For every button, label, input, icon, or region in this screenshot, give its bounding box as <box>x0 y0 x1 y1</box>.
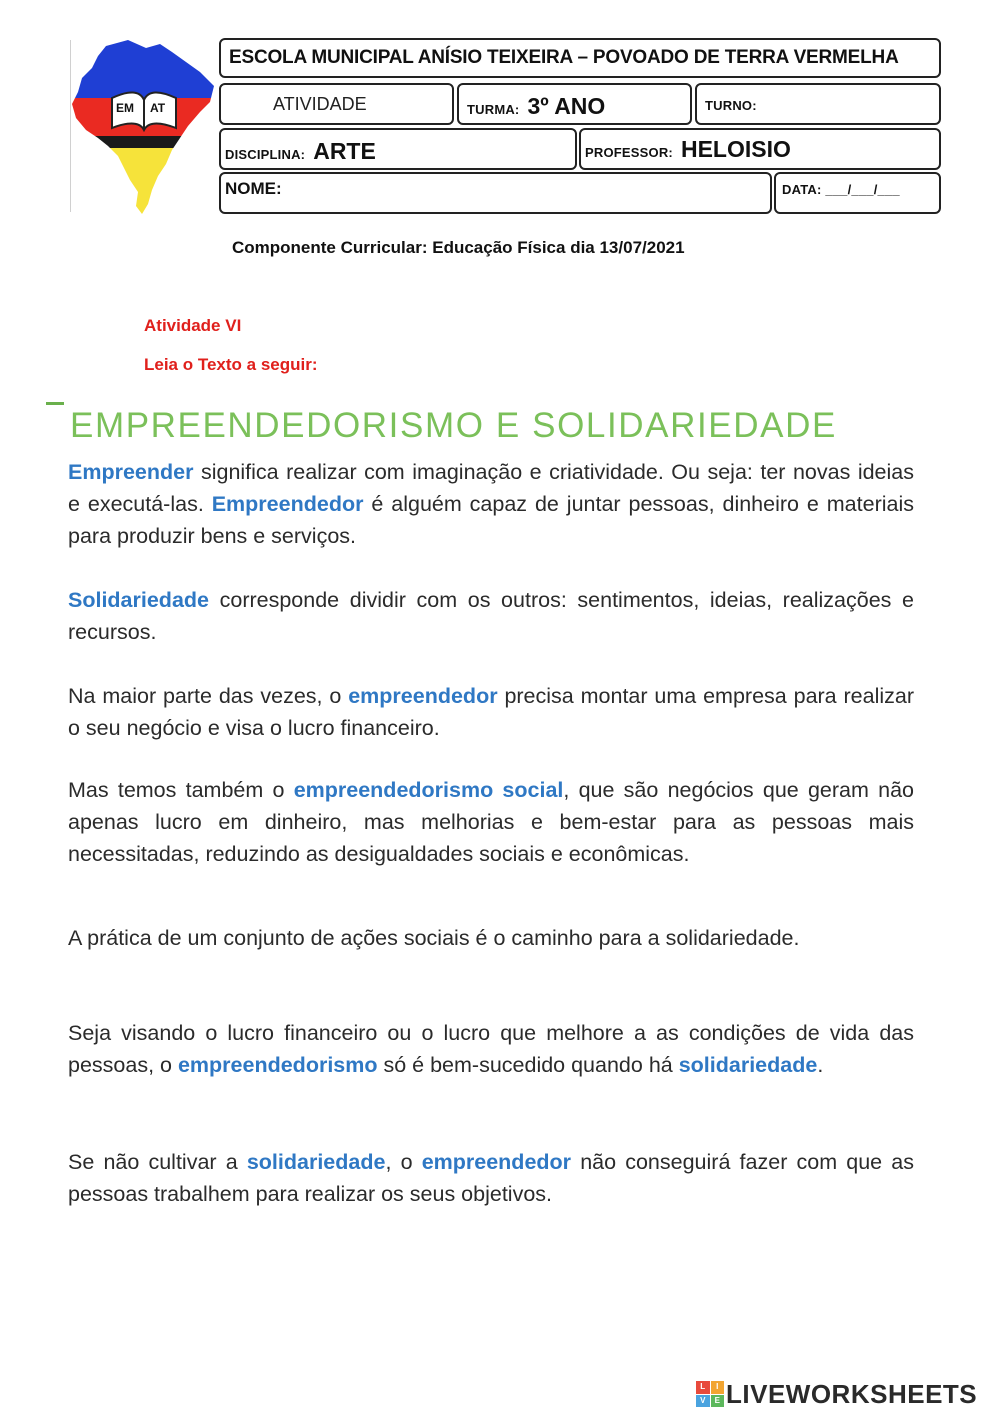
paragraph-text: Se não cultivar a <box>68 1150 247 1174</box>
paragraph-text: significa realizar com imaginação e criatividade. Ou seja: ter novas ideias e executá-las. <box>68 460 914 516</box>
liveworksheets-text: LIVEWORKSHEETS <box>726 1378 978 1409</box>
paragraph-text: . <box>817 1053 824 1077</box>
logo-text-left: EM <box>116 101 134 115</box>
keyword: Empreender <box>68 460 194 484</box>
nome-label: NOME: <box>225 179 282 198</box>
school-name-text: ESCOLA MUNICIPAL ANÍSIO TEIXEIRA – POVOADO DE TERRA VERMELHA <box>229 47 899 68</box>
paragraph-text: Seja visando o lucro financeiro ou o lucro que melhore a as condições de vida das pessoas, o <box>68 1021 914 1077</box>
liveworksheets-logo-icon <box>696 1381 724 1407</box>
badge-letter: L <box>696 1381 710 1394</box>
paragraph-text: , o <box>385 1150 422 1174</box>
atividade-field <box>219 83 454 125</box>
paragraph-1 <box>68 456 914 552</box>
keyword: solidariedade <box>246 1150 386 1174</box>
atividade-label: ATIVIDADE <box>273 94 367 114</box>
paragraph-text: corresponde dividir com os outros: sentimentos, ideias, realizações e recursos. <box>68 588 914 644</box>
paragraph-text: é alguém capaz de juntar pessoas, dinheiro e materiais para produzir bens e serviços. <box>68 492 914 548</box>
instruction-text: Leia o Texto a seguir: <box>144 355 318 374</box>
badge-letter: V <box>696 1395 710 1408</box>
disciplina-value: ARTE <box>313 138 376 164</box>
school-logo <box>68 38 218 216</box>
liveworksheets-brand[interactable] <box>696 1379 977 1409</box>
disciplina-label: DISCIPLINA: <box>225 147 306 162</box>
keyword: empreendedor <box>421 1150 572 1174</box>
data-field[interactable] <box>774 172 941 214</box>
turno-field[interactable] <box>695 83 941 125</box>
turma-value: 3º ANO <box>527 93 606 119</box>
text-title: EMPREENDEDORISMO E SOLIDARIEDADE <box>70 406 837 445</box>
turma-field <box>457 83 692 125</box>
data-label: DATA: ___/___/___ <box>782 182 900 197</box>
professor-value: HELOISIO <box>680 136 791 162</box>
paragraph-text: , que são negócios que geram não apenas lucro em dinheiro, mas melhorias e bem-estar para as pessoas mais necessitadas, reduzindo as desigualdades sociais e econômicas. <box>68 778 914 866</box>
keyword: Empreendedor <box>211 492 364 516</box>
keyword: empreendedor <box>348 684 498 708</box>
paragraph-text: só é bem-sucedido quando há <box>377 1053 679 1077</box>
paragraph-7 <box>68 1146 914 1210</box>
componente-curricular: Componente Curricular: Educação Física dia 13/07/2021 <box>232 238 685 257</box>
professor-label: PROFESSOR: <box>585 145 673 160</box>
paragraph-4 <box>68 774 914 870</box>
school-name <box>219 38 941 78</box>
paragraph-2 <box>68 584 914 648</box>
title-dash <box>46 402 64 405</box>
badge-letter: I <box>711 1381 725 1394</box>
turno-label: TURNO: <box>705 98 757 113</box>
paragraph-text: Na maior parte das vezes, o <box>68 684 349 708</box>
paragraph-text: precisa montar uma empresa para realizar o seu negócio e visa o lucro financeiro. <box>68 684 914 740</box>
nome-field[interactable] <box>219 172 772 214</box>
paragraph-text: A prática de um conjunto de ações sociais é o caminho para a solidariedade. <box>68 926 800 950</box>
disciplina-field <box>219 128 577 170</box>
keyword: solidariedade <box>678 1053 818 1077</box>
activity-title: Atividade VI <box>144 316 242 335</box>
paragraph-text: Mas temos também o <box>68 778 294 802</box>
professor-field <box>579 128 941 170</box>
keyword: Solidariedade <box>68 588 209 612</box>
paragraph-3 <box>68 680 914 744</box>
keyword: empreendedorismo <box>177 1053 378 1077</box>
paragraph-6 <box>68 1017 914 1081</box>
badge-letter: E <box>711 1395 725 1408</box>
paragraph-5 <box>68 922 914 954</box>
logo-text-right: AT <box>150 101 166 115</box>
paragraph-text: não conseguirá fazer com que as pessoas trabalhem para realizar os seus objetivos. <box>68 1150 914 1206</box>
keyword: empreendedorismo social <box>293 778 564 802</box>
turma-label: TURMA: <box>467 102 520 117</box>
